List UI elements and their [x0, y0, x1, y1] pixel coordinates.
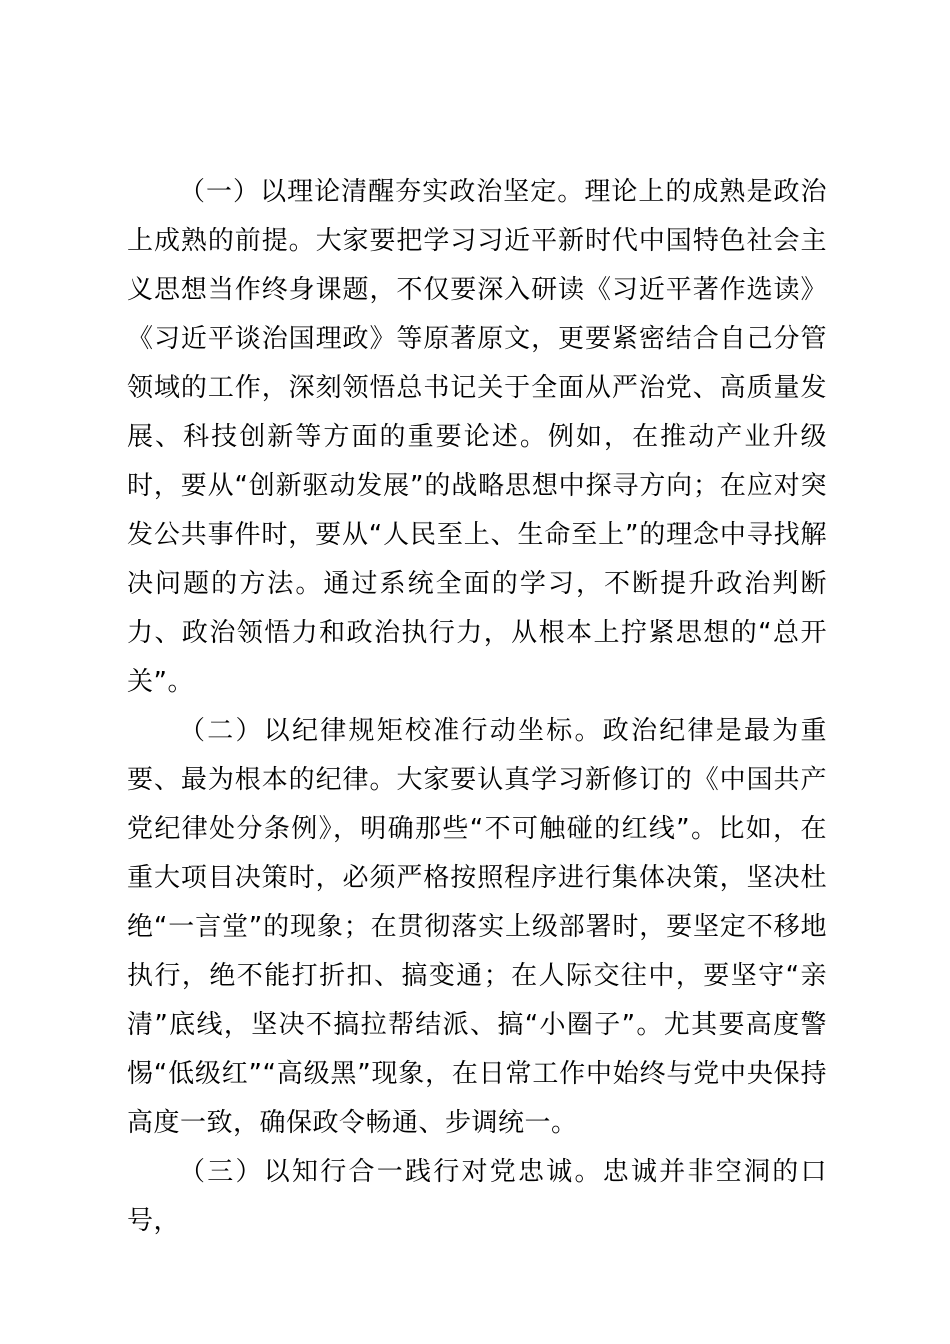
paragraph-2: （二）以纪律规矩校准行动坐标。政治纪律是最为重要、最为根本的纪律。大家要认真学习新修订的《中国共产党纪律处分条例》，明确那些“不可触碰的红线”。比如，在重大项目决策时，必须严格按照程序进行集体决策，坚决杜绝“一言堂”的现象；在贯彻落实上级部署时，要坚定不移地执行，绝不能打折扣、搞变通；在人际交往中，要坚守“亲清”底线，坚决不搞拉帮结派、搞“小圈子”。尤其要高度警惕“低级红”“高级黑”现象，在日常工作中始终与党中央保持高度一致，确保政令畅通、步调统一。 [127, 716, 827, 1138]
paragraph-3: （三）以知行合一践行对党忠诚。忠诚并非空洞的口号， [127, 1157, 827, 1236]
paragraph-1: （一）以理论清醒夯实政治坚定。理论上的成熟是政治上成熟的前提。大家要把学习习近平新时代中国特色社会主义思想当作终身课题，不仅要深入研读《习近平著作选读》《习近平谈治国理政》等原著原文，更要紧密结合自己分管领域的工作，深刻领悟总书记关于全面从严治党、高质量发展、科技创新等方面的重要论述。例如，在推动产业升级时，要从“创新驱动发展”的战略思想中探寻方向；在应对突发公共事件时，要从“人民至上、生命至上”的理念中寻找解决问题的方法。通过系统全面的学习，不断提升政治判断力、政治领悟力和政治执行力，从根本上拧紧思想的“总开关”。 [127, 177, 827, 697]
document-body [127, 168, 827, 1246]
